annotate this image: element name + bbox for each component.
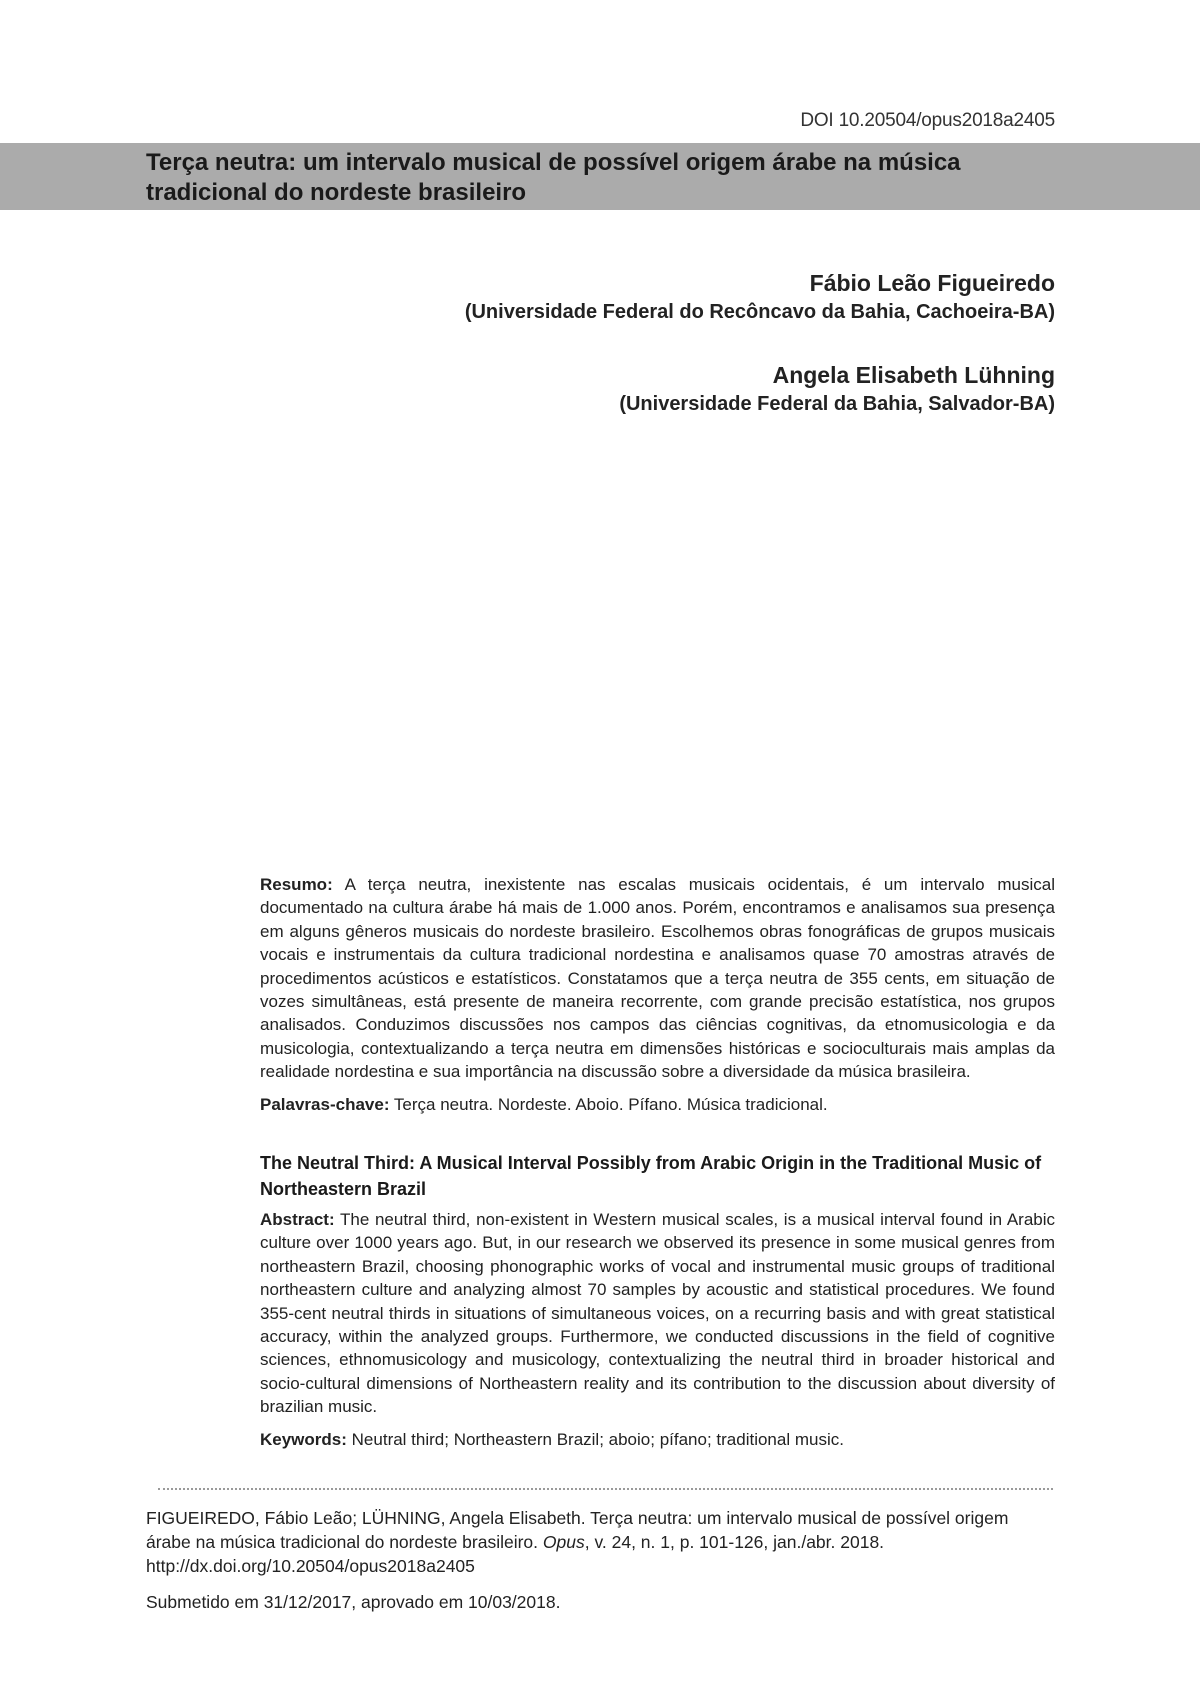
author-block-1 (465, 268, 1055, 326)
author-affiliation: (Universidade Federal da Bahia, Salvador-BA) (619, 393, 1055, 415)
keywords-text: Neutral third; Northeastern Brazil; aboio; pífano; traditional music. (351, 1430, 844, 1449)
author-block-2 (619, 360, 1055, 418)
resumo-paragraph (260, 873, 1055, 1084)
resumo-label: Resumo: (260, 875, 333, 894)
citation-url[interactable]: http://dx.doi.org/10.20504/opus2018a2405 (146, 1556, 475, 1576)
palavras-chave-label: Palavras-chave: (260, 1095, 390, 1114)
citation-journal: Opus (542, 1532, 585, 1552)
palavras-chave-text: Terça neutra. Nordeste. Aboio. Pífano. Música tradicional. (393, 1095, 828, 1114)
submission-dates: Submetido em 31/12/2017, aprovado em 10/03/2018. (146, 1592, 561, 1612)
abstract-label: Abstract: (260, 1210, 335, 1229)
english-title: The Neutral Third: A Musical Interval Possibly from Arabic Origin in the Traditional Music of Northeastern Brazil (260, 1153, 1042, 1199)
author-name: Fábio Leão Figueiredo (809, 270, 1055, 296)
author-affiliation: (Universidade Federal do Recôncavo da Bahia, Cachoeira-BA) (464, 301, 1055, 323)
palavras-chave-paragraph (260, 1093, 1055, 1116)
author-name: Angela Elisabeth Lühning (772, 362, 1055, 388)
citation-text: FIGUEIREDO, Fábio Leão; LÜHNING, Angela Elisabeth. Terça neutra: um intervalo musical de possível origem árabe na música tradicional do nordeste brasileiro. (146, 1508, 1009, 1552)
keywords-paragraph (260, 1428, 1055, 1451)
dotted-divider (158, 1488, 1053, 1490)
paper-title: Terça neutra: um intervalo musical de possível origem árabe na música tradicional do nordeste brasileiro (146, 149, 961, 206)
citation-details: , v. 24, n. 1, p. 101-126, jan./abr. 2018. (584, 1532, 885, 1552)
citation (146, 1506, 1056, 1578)
keywords-label: Keywords: (260, 1430, 347, 1449)
abstract-paragraph (260, 1208, 1055, 1419)
doi-header: DOI 10.20504/opus2018a2405 (800, 110, 1055, 131)
resumo-text: A terça neutra, inexistente nas escalas musicais ocidentais, é um intervalo musical documentado na cultura árabe há mais de 1.000 anos. Porém, encontramos e analisamos sua presença em alguns gêneros musicais do nordeste brasileiro. Escolhemos obras fonográficas de grupos musicais vocais e instrumentais da cultura tradicional nordestina e analisamos quase 70 amostras através de procedimentos acústicos e estatísticos. Constatamos que a terça neutra de 355 cents, em situação de vozes simultâneas, está presente de maneira recorrente, com grande precisão estatística, nos grupos analisados. Conduzimos discussões nos campos das ciências cognitivas, da etnomusicologia e da musicologia, contextualizando a terça neutra em dimensões históricas e socioculturais mais amplas da realidade nordestina e sua importância na discussão sobre a diversidade da música brasileira. (260, 875, 1055, 1082)
abstract-text: The neutral third, non-existent in Western musical scales, is a musical interval found in Arabic culture over 1000 years ago. But, in our research we observed its presence in some musical genres from northeastern Brazil, choosing phonographic works of vocal and instrumental music groups of traditional northeastern culture and analyzing almost 70 samples by acoustic and statistical procedures. We found 355-cent neutral thirds in situations of simultaneous voices, on a recurring basis and with great statistical accuracy, within the analyzed groups. Furthermore, we conducted discussions in the field of cognitive sciences, ethnomusicology and musicology, contextualizing the neutral third in broader historical and socio-cultural dimensions of Northeastern reality and its contribution to the discussion about diversity of brazilian music. (260, 1210, 1056, 1417)
